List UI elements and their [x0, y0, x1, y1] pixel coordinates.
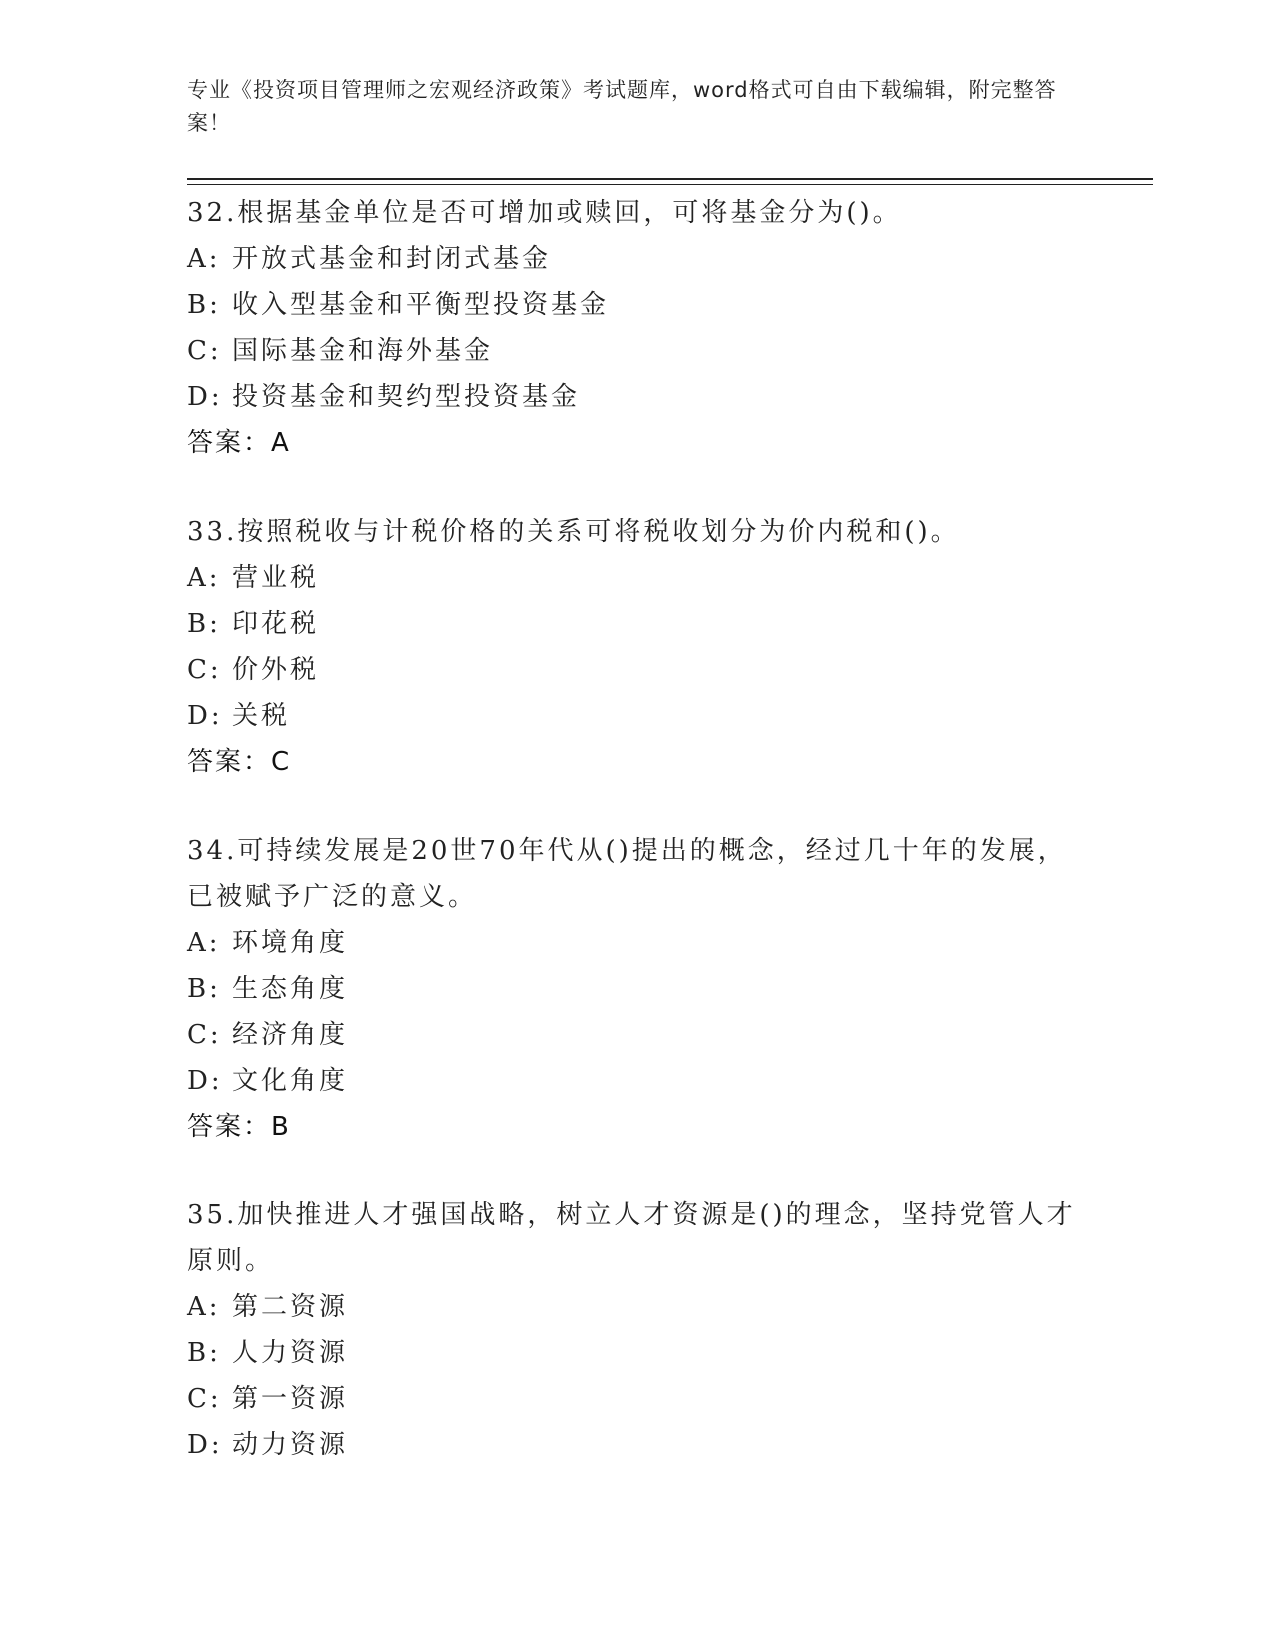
document-intro: 专业《投资项目管理师之宏观经济政策》考试题库，word格式可自由下载编辑，附完整答案！	[187, 78, 1057, 135]
option-letter: B:	[187, 290, 221, 320]
option-b	[187, 601, 1087, 647]
option-letter: C:	[187, 655, 222, 685]
option-text: 营业税	[232, 563, 320, 593]
option-text: 收入型基金和平衡型投资基金	[232, 290, 610, 320]
option-letter: B:	[187, 974, 221, 1004]
option-text: 文化角度	[232, 1066, 349, 1096]
option-text: 关税	[232, 701, 291, 731]
option-text: 价外税	[232, 655, 320, 685]
header-divider-thick	[187, 178, 1153, 180]
option-letter: B:	[187, 609, 221, 639]
option-a	[187, 236, 1087, 282]
option-c	[187, 328, 1087, 374]
option-text: 人力资源	[232, 1338, 349, 1368]
option-letter: D:	[187, 1066, 223, 1096]
option-text: 环境角度	[232, 928, 349, 958]
option-letter: D:	[187, 382, 223, 412]
option-b	[187, 966, 1087, 1012]
option-text: 生态角度	[232, 974, 349, 1004]
option-letter: A:	[187, 928, 221, 958]
option-c	[187, 1012, 1087, 1058]
option-d	[187, 1058, 1087, 1104]
option-letter: C:	[187, 1384, 222, 1414]
question-32	[187, 190, 1087, 466]
header-divider-thin	[187, 184, 1153, 185]
option-text: 开放式基金和封闭式基金	[232, 244, 552, 274]
option-text: 第二资源	[232, 1292, 349, 1322]
option-d	[187, 374, 1087, 420]
option-c	[187, 647, 1087, 693]
option-text: 印花税	[232, 609, 320, 639]
option-letter: B:	[187, 1338, 221, 1368]
option-letter: D:	[187, 1430, 223, 1460]
option-text: 第一资源	[232, 1384, 349, 1414]
option-letter: D:	[187, 701, 223, 731]
option-text: 投资基金和契约型投资基金	[232, 382, 581, 412]
option-b	[187, 1330, 1087, 1376]
answer-line: 答案：C	[187, 747, 292, 777]
option-letter: C:	[187, 1020, 222, 1050]
question-stem: 35.加快推进人才强国战略，树立人才资源是()的理念，坚持党管人才原则。	[187, 1200, 1076, 1276]
option-a	[187, 555, 1087, 601]
option-a	[187, 920, 1087, 966]
answer-line: 答案：A	[187, 428, 291, 458]
option-letter: C:	[187, 336, 222, 366]
option-d	[187, 1422, 1087, 1468]
option-text: 动力资源	[232, 1430, 349, 1460]
option-text: 经济角度	[232, 1020, 349, 1050]
question-35	[187, 1192, 1087, 1468]
option-text: 国际基金和海外基金	[232, 336, 494, 366]
option-a	[187, 1284, 1087, 1330]
question-stem: 32.根据基金单位是否可增加或赎回，可将基金分为()。	[187, 198, 902, 228]
option-d	[187, 693, 1087, 739]
option-letter: A:	[187, 1292, 221, 1322]
question-34	[187, 828, 1087, 1150]
option-letter: A:	[187, 244, 221, 274]
question-stem: 33.按照税收与计税价格的关系可将税收划分为价内税和()。	[187, 517, 960, 547]
option-b	[187, 282, 1087, 328]
option-letter: A:	[187, 563, 221, 593]
question-stem: 34.可持续发展是20世70年代从()提出的概念，经过几十年的发展，已被赋予广泛的意义。	[187, 836, 1067, 912]
answer-line: 答案：B	[187, 1112, 291, 1142]
option-c	[187, 1376, 1087, 1422]
question-33	[187, 509, 1087, 785]
